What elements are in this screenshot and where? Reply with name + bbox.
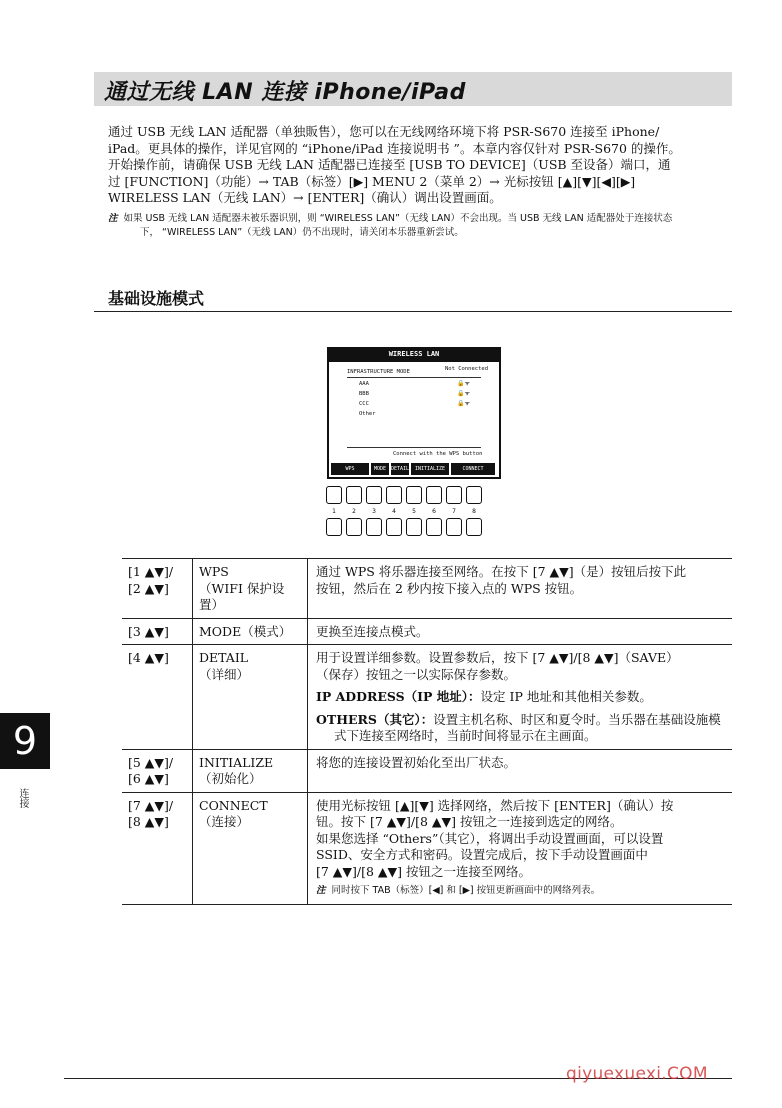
panel-button[interactable] [346, 518, 362, 536]
sub-text: 设置主机名称、时区和夏令时。当乐器在基础设施模式下连接至网络时，当前时间将显示在主画面。 [334, 711, 721, 743]
table-cell-desc [308, 559, 733, 619]
desc-line: 通过 WPS 将乐器连接至网络。在按下 [7 ▲▼]（是）按钮后按下此 [316, 564, 687, 579]
name-line: DETAIL [199, 650, 249, 665]
panel-button[interactable] [346, 486, 362, 504]
chapter-tab: 9 [0, 713, 50, 769]
table-cell-name [193, 792, 308, 904]
chapter-label: 连接 [17, 788, 28, 808]
lcd-connect-button[interactable]: CONNECT [451, 463, 495, 475]
table-cell-key [122, 792, 193, 904]
table-cell-name [193, 749, 308, 792]
panel-button[interactable] [386, 518, 402, 536]
lcd-network-item[interactable]: Other [359, 411, 376, 417]
desc-line: 按钮，然后在 2 秒内按下接入点的 WPS 按钮。 [316, 580, 583, 596]
table-cell-desc [308, 618, 733, 645]
desc-line: 钮。按下 [7 ▲▼]/[8 ▲▼] 按钮之一连接到选定的网络。 [316, 814, 623, 829]
sub-label: IP ADDRESS（IP 地址）： [316, 689, 481, 704]
table-note [316, 883, 726, 900]
desc-line: （保存）按钮之一以实际保存参数。 [316, 666, 517, 682]
intro-paragraph [108, 124, 718, 207]
panel-button[interactable] [386, 486, 402, 504]
button-numbers [326, 508, 482, 515]
note-text: 下， “WIRELESS LAN”（无线 LAN）仍不出现时，请关闭本乐器重新尝试。 [140, 226, 464, 238]
panel-button[interactable] [406, 486, 422, 504]
intro-line: 开始操作前，请确保 USB 无线 LAN 适配器已连接至 [USB TO DEVICE]（USB 至设备）端口，通 [108, 157, 671, 172]
lcd-wps-button[interactable]: WPS [331, 463, 369, 475]
button-number: 8 [472, 508, 476, 515]
sub-text: 设定 IP 地址和其他相关参数。 [480, 689, 652, 704]
panel-button[interactable] [326, 486, 342, 504]
desc-line: 使用光标按钮 [▲][▼] 选择网络，然后按下 [ENTER]（确认）按 [316, 797, 674, 813]
table-cell-key [122, 749, 193, 792]
key-line: [4 ▲▼] [128, 650, 169, 665]
table-row [122, 618, 732, 645]
note-text: 同时按下 TAB（标签）[◀] 和 [▶] 按钮更新画面中的网络列表。 [331, 885, 601, 896]
watermark: qiyuexuexi.COM [566, 1064, 708, 1084]
sub-item-ip-address [316, 689, 726, 706]
note-mark: 注 [316, 885, 326, 896]
table-cell-key [122, 618, 193, 645]
desc-line: 用于设置详细参数。设置参数后，按下 [7 ▲▼]/[8 ▲▼]（SAVE） [316, 650, 679, 665]
note-text: 如果 USB 无线 LAN 适配器未被乐器识别，则 “WIRELESS LAN”（无线 LAN）不会出现。当 USB 无线 LAN 适配器处于连接状态 [123, 213, 673, 224]
sub-label: OTHERS（其它）： [316, 711, 434, 727]
lcd-divider [347, 447, 481, 448]
intro-line: 过 [FUNCTION]（功能）→ TAB（标签）[▶] MENU 2（菜单 2）→ 光标按钮 [▲][▼][◀][▶] [108, 173, 636, 189]
panel-button[interactable] [466, 486, 482, 504]
panel-button[interactable] [446, 486, 462, 504]
table-cell-name [193, 559, 308, 619]
lcd-button-row [331, 463, 497, 475]
upper-button-row [326, 486, 482, 504]
button-number: 4 [392, 508, 396, 515]
panel-button[interactable] [366, 518, 382, 536]
name-line: （连接） [199, 814, 250, 829]
table-cell-key [122, 645, 193, 750]
desc-line: 将您的连接设置初始化至出厂状态。 [316, 754, 517, 770]
name-line: （初始化） [199, 771, 262, 786]
table-row [122, 645, 732, 750]
button-number: 7 [452, 508, 456, 515]
name-line: MODE（模式） [199, 623, 292, 639]
table-cell-name [193, 618, 308, 645]
lcd-detail-button[interactable]: DETAIL [391, 463, 409, 475]
desc-line: [7 ▲▼]/[8 ▲▼] 按钮之一连接至网络。 [316, 863, 531, 879]
lcd-mode-label: INFRASTRUCTURE MODE [347, 369, 410, 375]
name-line: WPS [199, 564, 229, 579]
key-line: [6 ▲▼] [128, 771, 169, 786]
lock-signal-icon: 🔒ᯤ [457, 390, 470, 397]
lock-signal-icon: 🔒ᯤ [457, 380, 470, 387]
name-line: 置） [199, 597, 225, 612]
lcd-initialize-button[interactable]: INITIALIZE [411, 463, 449, 475]
panel-button[interactable] [406, 518, 422, 536]
panel-button[interactable] [326, 518, 342, 536]
lcd-header-title: WIRELESS LAN [388, 350, 440, 358]
lcd-network-item[interactable]: AAA [359, 381, 369, 387]
lcd-footer-text: Connect with the WPS button [393, 451, 483, 457]
table-cell-name [193, 645, 308, 750]
table-row [122, 749, 732, 792]
table-row [122, 792, 732, 904]
lcd-status-label: Not Connected [445, 366, 489, 372]
name-line: （WIFI 保护设 [199, 580, 285, 596]
sub-item-others [316, 712, 726, 745]
intro-line: 通过 USB 无线 LAN 适配器（单独販售），您可以在无线网络环境下将 PSR-S670 连接至 iPhone/ [108, 124, 660, 139]
desc-line: SSID、安全方式和密码。设置完成后，按下手动设置画面中 [316, 847, 648, 862]
key-line: [1 ▲▼]/ [128, 564, 174, 579]
name-line: （详细） [199, 666, 250, 682]
section-title: 基础设施模式 [108, 289, 205, 308]
panel-button[interactable] [426, 518, 442, 536]
key-line: [3 ▲▼] [128, 623, 169, 639]
table-row [122, 559, 732, 619]
button-number: 5 [412, 508, 416, 515]
key-line: [8 ▲▼] [128, 814, 169, 829]
key-line: [7 ▲▼]/ [128, 797, 174, 813]
table-cell-desc [308, 792, 733, 904]
button-number: 3 [372, 508, 376, 515]
lcd-screen [327, 347, 501, 479]
panel-button[interactable] [446, 518, 462, 536]
lcd-divider [347, 377, 481, 378]
note-mark: 注 [108, 213, 118, 224]
button-number: 1 [332, 508, 336, 515]
panel-button[interactable] [426, 486, 442, 504]
button-number: 6 [432, 508, 436, 515]
desc-line: 更换至连接点模式。 [316, 623, 429, 639]
desc-line: 如果您选择 “Others”（其它），将调出手动设置画面，可以设置 [316, 830, 664, 846]
parameter-table [122, 558, 732, 905]
intro-line: WIRELESS LAN（无线 LAN）→ [ENTER]（确认）调出设置画面。 [108, 190, 502, 205]
lcd-mode-button[interactable]: MODE [371, 463, 389, 475]
lcd-network-item[interactable]: BBB [359, 391, 369, 397]
table-cell-key [122, 559, 193, 619]
table-cell-desc [308, 645, 733, 750]
lcd-header [329, 349, 499, 362]
page-title: 通过无线 LAN 连接 iPhone/iPad [104, 80, 466, 105]
lower-button-row [326, 518, 482, 536]
name-line: CONNECT [199, 797, 268, 813]
button-number: 2 [352, 508, 356, 515]
name-line: INITIALIZE [199, 754, 274, 770]
intro-line: iPad。更具体的操作，详见官网的 “iPhone/iPad 连接说明书 ”。本章内容仅针对 PSR-S670 的操作。 [108, 140, 681, 156]
table-cell-desc [308, 749, 733, 792]
lcd-network-item[interactable]: CCC [359, 401, 369, 407]
key-line: [2 ▲▼] [128, 580, 169, 596]
intro-note [108, 212, 718, 239]
section-divider [94, 311, 732, 312]
panel-button[interactable] [466, 518, 482, 536]
panel-button[interactable] [366, 486, 382, 504]
key-line: [5 ▲▼]/ [128, 754, 174, 770]
lock-signal-icon: 🔒ᯤ [457, 400, 470, 407]
